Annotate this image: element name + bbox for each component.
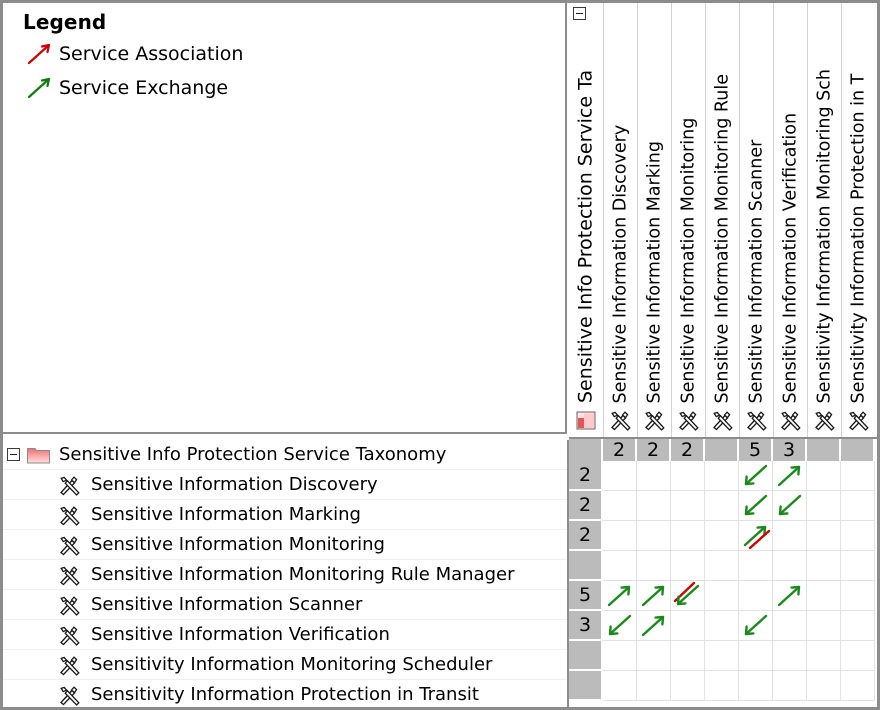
tree-row-label: Sensitive Info Protection Service Taxonomy <box>59 443 447 465</box>
matrix-row <box>569 581 877 611</box>
tree-row-label: Sensitive Information Monitoring <box>91 533 385 555</box>
column-header-label: Sensitive Information Discovery <box>609 124 630 403</box>
matrix-column-header[interactable] <box>841 3 875 437</box>
tree-row-label: Sensitive Information Discovery <box>91 473 378 495</box>
matrix-cell[interactable] <box>671 551 705 581</box>
service-tools-icon <box>58 594 84 616</box>
matrix-column-header[interactable] <box>569 3 603 437</box>
legend-title: Legend <box>23 10 107 34</box>
tree-row[interactable] <box>3 500 567 530</box>
matrix-column-header[interactable] <box>807 3 841 437</box>
tree-row[interactable] <box>3 530 567 560</box>
service-tools-icon <box>779 409 803 431</box>
matrix-cell[interactable] <box>773 581 807 611</box>
matrix-column-header[interactable] <box>603 3 637 437</box>
matrix-row <box>569 491 877 521</box>
matrix-cell[interactable] <box>705 671 739 701</box>
matrix-cell[interactable] <box>637 581 671 611</box>
matrix-corner-cell <box>569 439 603 461</box>
matrix-cell[interactable] <box>773 611 807 641</box>
matrix-cell[interactable] <box>603 671 637 701</box>
matrix-body <box>569 461 877 701</box>
matrix-row <box>569 671 877 701</box>
column-header-label: Sensitive Information Marking <box>643 140 664 403</box>
column-header-label: Sensitive Information Scanner <box>745 139 766 403</box>
matrix-row <box>569 551 877 581</box>
tree-row[interactable] <box>3 470 567 500</box>
matrix-row-count: 2 <box>569 521 603 551</box>
column-header-label: Sensitive Information Monitoring Rule <box>711 73 732 403</box>
service-tools-icon <box>847 409 871 431</box>
matrix-cell[interactable] <box>807 611 841 641</box>
matrix-cell[interactable] <box>637 521 671 551</box>
taxonomy-tree-panel <box>3 440 569 707</box>
matrix-column-count: 2 <box>637 439 671 461</box>
matrix-cell[interactable] <box>637 671 671 701</box>
matrix-cell[interactable] <box>841 671 875 701</box>
matrix-column-count: 2 <box>603 439 637 461</box>
matrix-row-count <box>569 641 603 671</box>
matrix-cell[interactable] <box>807 581 841 611</box>
matrix-cell[interactable] <box>603 611 637 641</box>
tree-row[interactable] <box>3 440 567 470</box>
matrix-cell[interactable] <box>841 521 875 551</box>
matrix-row-count: 2 <box>569 461 603 491</box>
matrix-cell[interactable] <box>637 611 671 641</box>
matrix-cell[interactable] <box>603 521 637 551</box>
service-tools-icon <box>58 564 84 586</box>
column-header-label: Sensitive Info Protection Service Ta <box>574 69 597 403</box>
taxonomy-folder-icon <box>26 444 52 466</box>
service-tools-icon <box>643 409 667 431</box>
matrix-cell[interactable] <box>773 551 807 581</box>
service-tools-icon <box>711 409 735 431</box>
matrix-cell[interactable] <box>739 641 773 671</box>
tree-row[interactable] <box>3 560 567 590</box>
matrix-cell[interactable] <box>671 461 705 491</box>
matrix-row-count: 5 <box>569 581 603 611</box>
matrix-row-count <box>569 671 603 701</box>
service-tools-icon <box>609 409 633 431</box>
matrix-count-header-row <box>569 437 877 461</box>
service-tools-icon <box>58 534 84 556</box>
tree-row-label: Sensitivity Information Monitoring Scheduler <box>91 653 493 675</box>
matrix-cell[interactable] <box>671 641 705 671</box>
matrix-cell[interactable] <box>807 671 841 701</box>
matrix-cell[interactable] <box>671 521 705 551</box>
matrix-cell[interactable] <box>807 641 841 671</box>
matrix-cell[interactable] <box>739 611 773 641</box>
legend-entry <box>25 37 555 71</box>
tree-row-list <box>3 440 567 707</box>
arrow-up-right-icon <box>25 41 53 67</box>
matrix-cell[interactable] <box>841 551 875 581</box>
matrix-column-count: 3 <box>773 439 807 461</box>
tree-row[interactable] <box>3 650 567 680</box>
matrix-column-count <box>841 439 875 461</box>
matrix-cell[interactable] <box>841 491 875 521</box>
matrix-cell[interactable] <box>773 491 807 521</box>
matrix-cell[interactable] <box>773 461 807 491</box>
matrix-cell[interactable] <box>705 611 739 641</box>
matrix-row-count <box>569 551 603 581</box>
matrix-cell[interactable] <box>807 551 841 581</box>
matrix-cell[interactable] <box>705 491 739 521</box>
matrix-cell[interactable] <box>671 581 705 611</box>
column-header-label: Sensitive Information Monitoring <box>677 117 698 403</box>
column-header-label: Sensitivity Information Protection in T <box>847 73 868 403</box>
service-tools-icon <box>58 684 84 706</box>
matrix-column-header[interactable] <box>637 3 671 437</box>
matrix-column-header[interactable] <box>705 3 739 437</box>
matrix-cell[interactable] <box>807 521 841 551</box>
matrix-cell[interactable] <box>841 581 875 611</box>
matrix-cell[interactable] <box>739 581 773 611</box>
matrix-column-header[interactable] <box>739 3 773 437</box>
tree-row-label: Sensitivity Information Protection in Transit <box>91 683 479 705</box>
tree-row-label: Sensitive Information Verification <box>91 623 390 645</box>
matrix-cell[interactable] <box>603 581 637 611</box>
matrix-cell[interactable] <box>637 491 671 521</box>
tree-row[interactable] <box>3 620 567 650</box>
matrix-cell[interactable] <box>739 671 773 701</box>
matrix-cell[interactable] <box>705 641 739 671</box>
matrix-cell[interactable] <box>841 461 875 491</box>
matrix-cell[interactable] <box>739 521 773 551</box>
matrix-row <box>569 611 877 641</box>
matrix-cell[interactable] <box>671 671 705 701</box>
collapse-minus-icon[interactable] <box>7 448 20 461</box>
matrix-cell[interactable] <box>773 521 807 551</box>
tree-row-label: Sensitive Information Monitoring Rule Manager <box>91 563 515 585</box>
matrix-cell[interactable] <box>705 461 739 491</box>
legend-entry-label: Service Association <box>59 43 244 65</box>
legend-panel <box>3 3 567 434</box>
matrix-cell[interactable] <box>705 521 739 551</box>
tree-row-label: Sensitive Information Marking <box>91 503 361 525</box>
matrix-cell[interactable] <box>603 491 637 521</box>
matrix-cell[interactable] <box>671 611 705 641</box>
matrix-column-count: 2 <box>671 439 705 461</box>
matrix-column-count <box>705 439 739 461</box>
service-tools-icon <box>58 474 84 496</box>
matrix-row <box>569 461 877 491</box>
matrix-row-count: 2 <box>569 491 603 521</box>
matrix-cell[interactable] <box>705 581 739 611</box>
matrix-cell[interactable] <box>603 461 637 491</box>
matrix-row <box>569 641 877 671</box>
taxonomy-folder-icon <box>574 409 598 431</box>
matrix-cell[interactable] <box>637 461 671 491</box>
matrix-row <box>569 521 877 551</box>
column-header-label: Sensitive Information Verification <box>779 112 800 403</box>
service-tools-icon <box>58 504 84 526</box>
legend-entry-list <box>13 37 555 105</box>
matrix-cell[interactable] <box>807 461 841 491</box>
matrix-cell[interactable] <box>841 611 875 641</box>
matrix-cell[interactable] <box>773 641 807 671</box>
matrix-column-header[interactable] <box>671 3 705 437</box>
matrix-column-header[interactable] <box>773 3 807 437</box>
service-tools-icon <box>58 654 84 676</box>
matrix-cell[interactable] <box>773 671 807 701</box>
matrix-column-header-panel <box>569 3 877 437</box>
tree-row[interactable] <box>3 590 567 620</box>
column-header-label: Sensitivity Information Monitoring Sch <box>813 68 834 403</box>
legend-entry-label: Service Exchange <box>59 77 229 99</box>
legend-entry <box>25 71 555 105</box>
arrow-up-right-icon <box>25 75 53 101</box>
matrix-cell[interactable] <box>637 551 671 581</box>
matrix-cell[interactable] <box>671 491 705 521</box>
matrix-cell[interactable] <box>739 461 773 491</box>
matrix-cell[interactable] <box>807 491 841 521</box>
matrix-cell[interactable] <box>841 641 875 671</box>
service-tools-icon <box>58 624 84 646</box>
service-tools-icon <box>677 409 701 431</box>
service-tools-icon <box>745 409 769 431</box>
matrix-column-count <box>807 439 841 461</box>
matrix-row-count: 3 <box>569 611 603 641</box>
matrix-cell[interactable] <box>603 551 637 581</box>
matrix-cell[interactable] <box>603 641 637 671</box>
tree-row-label: Sensitive Information Scanner <box>91 593 363 615</box>
matrix-cell[interactable] <box>637 641 671 671</box>
matrix-cell[interactable] <box>739 551 773 581</box>
dependency-matrix <box>569 437 877 707</box>
matrix-column-count: 5 <box>739 439 773 461</box>
matrix-cell[interactable] <box>705 551 739 581</box>
tree-row[interactable] <box>3 680 567 707</box>
service-tools-icon <box>813 409 837 431</box>
matrix-cell[interactable] <box>739 491 773 521</box>
